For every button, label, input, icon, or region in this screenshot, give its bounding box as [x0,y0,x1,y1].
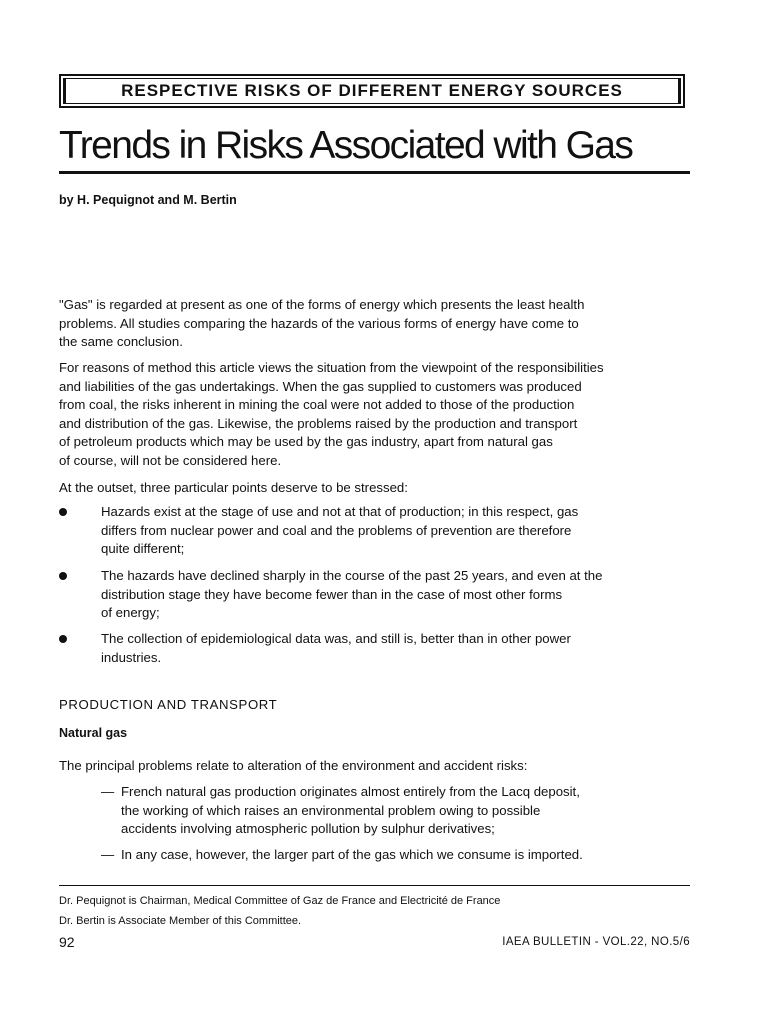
page-number: 92 [59,934,75,950]
bullet-line: distribution stage they have become fewer than in the case of most other forms [101,586,563,602]
paragraph-line: of petroleum products which may be used by the gas industry, apart from natural gas [59,434,553,449]
bullet-line: of energy; [101,605,160,620]
paragraph-line: of course, will not be considered here. [59,452,282,468]
bullet-line: differs from nuclear power and coal and the problems of prevention are therefore [101,522,572,538]
paragraph-4 [59,757,714,776]
section-label-box [59,74,685,108]
paragraph-line: The principal problems relate to alteration of the environment and accident risks: [59,758,528,773]
dash-item-line: In any case, however, the larger part of the gas which we consume is imported. [121,847,583,862]
section-heading: PRODUCTION AND TRANSPORT [59,697,278,712]
bullet-line: quite different; [101,541,185,556]
dash-marker: — [101,847,115,862]
bullet-line: The collection of epidemiological data was, and still is, better than in other power [101,631,571,646]
byline: by H. Pequignot and M. Bertin [59,193,237,207]
bullet-text [101,503,578,559]
paragraph-line: "Gas" is regarded at present as one of the forms of energy which presents the least health [59,297,585,312]
bullet-dot-icon [59,572,67,580]
paragraph-line: At the outset, three particular points deserve to be stressed: [59,480,408,495]
dash-item-line: French natural gas production originates almost entirely from the Lacq deposit, [121,784,580,799]
footnote-rule [59,885,690,886]
bullet-dot-icon [59,635,67,643]
dash-item-text [121,783,580,839]
bullet-text [101,567,602,623]
bullet-dot-icon [59,508,67,516]
dash-marker: — [101,784,115,799]
footnote-2: Dr. Bertin is Associate Member of this Committee. [59,915,302,927]
subheading: Natural gas [59,726,128,740]
article-title: Trends in Risks Associated with Gas [59,124,633,167]
paragraph-3 [59,479,714,498]
section-label: RESPECTIVE RISKS OF DIFFERENT ENERGY SOURCES [63,78,681,104]
paragraph-line: the same conclusion. [59,334,183,349]
title-rule [59,171,690,174]
dash-item-line: the working of which raises an environmental problem owing to possible [121,802,541,818]
paragraph-line: problems. All studies comparing the hazards of the various forms of energy have come to [59,315,579,331]
bullet-line: The hazards have declined sharply in the course of the past 25 years, and even at the [101,568,603,583]
paragraph-line: and distribution of the gas. Likewise, the problems raised by the production and transport [59,415,578,431]
dash-item-line: accidents involving atmospheric pollution by sulphur derivatives; [121,821,495,836]
paragraph-line: from coal, the risks inherent in mining the coal were not added to those of the production [59,397,575,412]
dash-item-text [121,846,583,865]
paragraph-line: For reasons of method this article views the situation from the viewpoint of the responsibilities [59,360,604,375]
journal-citation: IAEA BULLETIN - VOL.22, NO.5/6 [502,936,690,948]
footnote-1: Dr. Pequignot is Chairman, Medical Committee of Gaz de France and Electricité de France [59,895,501,907]
bullet-line: Hazards exist at the stage of use and not at that of production; in this respect, gas [101,504,579,519]
paragraph-line: and liabilities of the gas undertakings. When the gas supplied to customers was produced [59,378,582,394]
paragraph-1 [59,296,714,352]
bullet-text [101,630,571,667]
paragraph-2 [59,359,714,470]
bullet-line: industries. [101,649,162,665]
